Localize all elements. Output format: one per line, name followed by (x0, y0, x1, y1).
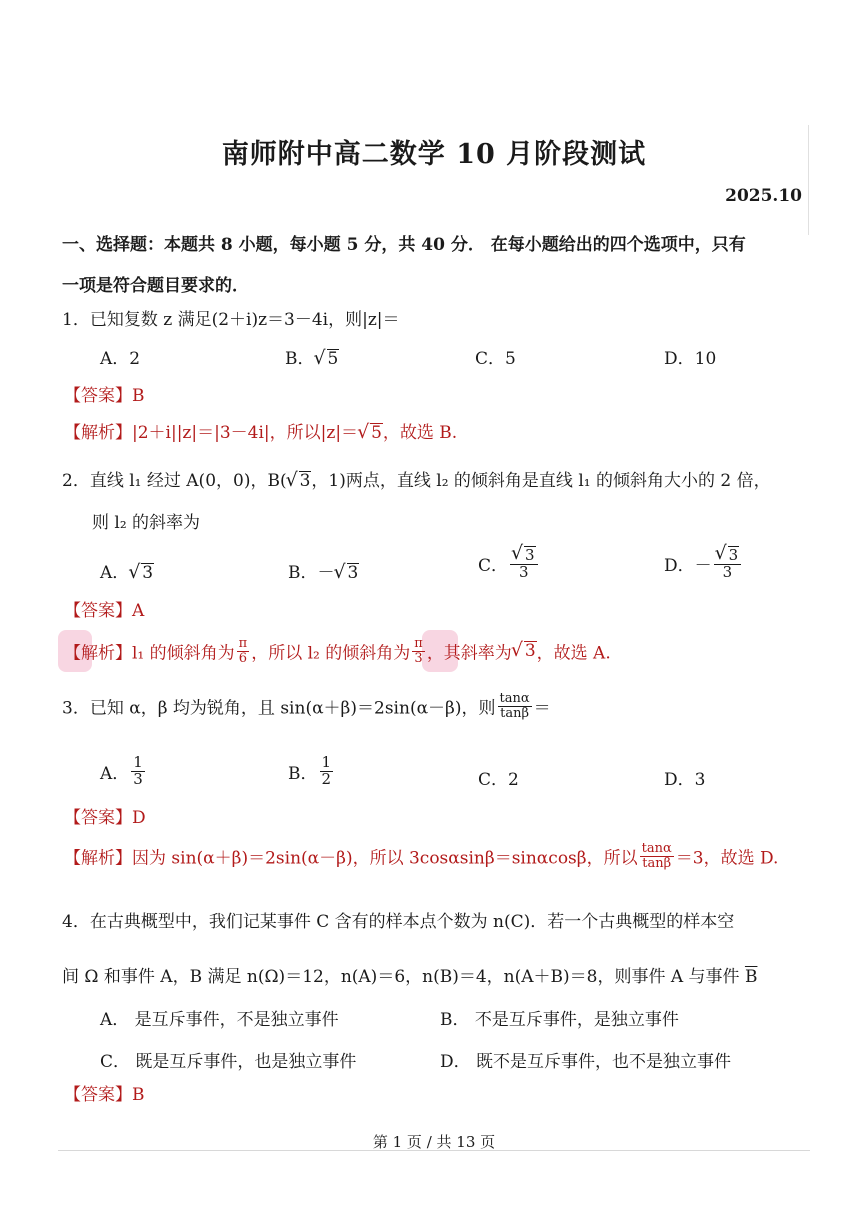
q1-option-a: A．2 (100, 349, 141, 369)
q1-analysis: 【解析】|2＋i||z|＝|3－4i|，所以|z|＝ √ 5，故选 B. (64, 418, 457, 443)
q2-analysis: 【解析】l₁ 的倾斜角为 $\frac{\pi}{6}$ ，所以 l₂ 的倾斜角为 $\frac{\pi}{3}$ ，其斜率为 √ 3，故选 A. (64, 637, 611, 665)
q1-option-b: B． √ 5 (285, 344, 339, 369)
question-3-stem: 3．已知 α，β 均为锐角，且 sin(α＋β)＝2sin(α－β)，则 $\frac{\tan\alpha}{\tan\beta}$ ＝ (62, 691, 551, 721)
question-2-stem-line2: 则 l₂ 的斜率为 (92, 513, 201, 533)
q3-option-d: D．3 (664, 770, 706, 790)
q1-option-d: D．10 (664, 349, 717, 369)
q3-option-c: C．2 (478, 770, 519, 790)
section-heading-line1: 一、选择题：本题共 8 小题，每小题 5 分，共 40 分． 在每小题给出的四个选项中，只有 (62, 235, 746, 255)
q3-analysis: 【解析】因为 sin(α＋β)＝2sin(α－β)，所以 3cosαsinβ＝sinαcosβ，所以 $\frac{\tan\alpha}{\tan\beta}$ ＝3，故选 D. (64, 841, 779, 871)
question-2-stem-line1: 2．直线 l₁ 经过 A(0，0)，B( √ 3，1)两点，直线 l₂ 的倾斜角是直线 l₁ 的倾斜角大小的 2 倍， (62, 466, 771, 491)
q4-answer: 【答案】B (64, 1085, 145, 1105)
question-1-stem: 1．已知复数 z 满足(2＋i)z＝3－4i，则|z|＝ (62, 310, 400, 330)
q4-option-c: C． 既是互斥事件，也是独立事件 (100, 1052, 357, 1072)
q2-option-b: B．－ √ 3 (288, 558, 359, 583)
q1-answer: 【答案】B (64, 386, 145, 406)
q3-option-a: A． $\frac{1}{3}$ (100, 753, 143, 788)
q3-option-b: B． $\frac{1}{2}$ (288, 753, 332, 788)
question-4-stem-line1: 4．在古典概型中，我们记某事件 C 含有的样本点个数为 n(C)．若一个古典概型的样本空 (62, 912, 735, 932)
q4-option-b: B． 不是互斥事件，是独立事件 (440, 1010, 679, 1030)
page-title: 南师附中高二数学 10 月阶段测试 (221, 139, 647, 170)
section-heading-line2: 一项是符合题目要求的． (62, 276, 249, 296)
question-4-stem-line2: 间 Ω 和事件 A，B 满足 n(Ω)＝12，n(A)＝6，n(B)＝4，n(A＋B)＝8，则事件 A 与事件 $\overline{B}$ (62, 967, 758, 987)
q2-option-d: D．－ √ $\frac{3}{3}$ (664, 546, 743, 581)
q4-option-d: D． 既不是互斥事件，也不是独立事件 (440, 1052, 732, 1072)
q2-option-c: C． √ $\frac{3}{3}$ (478, 546, 540, 581)
exam-date: 2025.10 (725, 186, 802, 206)
page-number: 第 1 页 / 共 13 页 (372, 1133, 496, 1151)
q2-option-a: A． √ 3 (100, 558, 154, 583)
q2-answer: 【答案】A (64, 601, 145, 621)
q1-option-c: C．5 (475, 349, 516, 369)
q4-option-a: A． 是互斥事件，不是独立事件 (100, 1010, 339, 1030)
q3-answer: 【答案】D (64, 808, 146, 828)
footer-divider (58, 1150, 810, 1151)
